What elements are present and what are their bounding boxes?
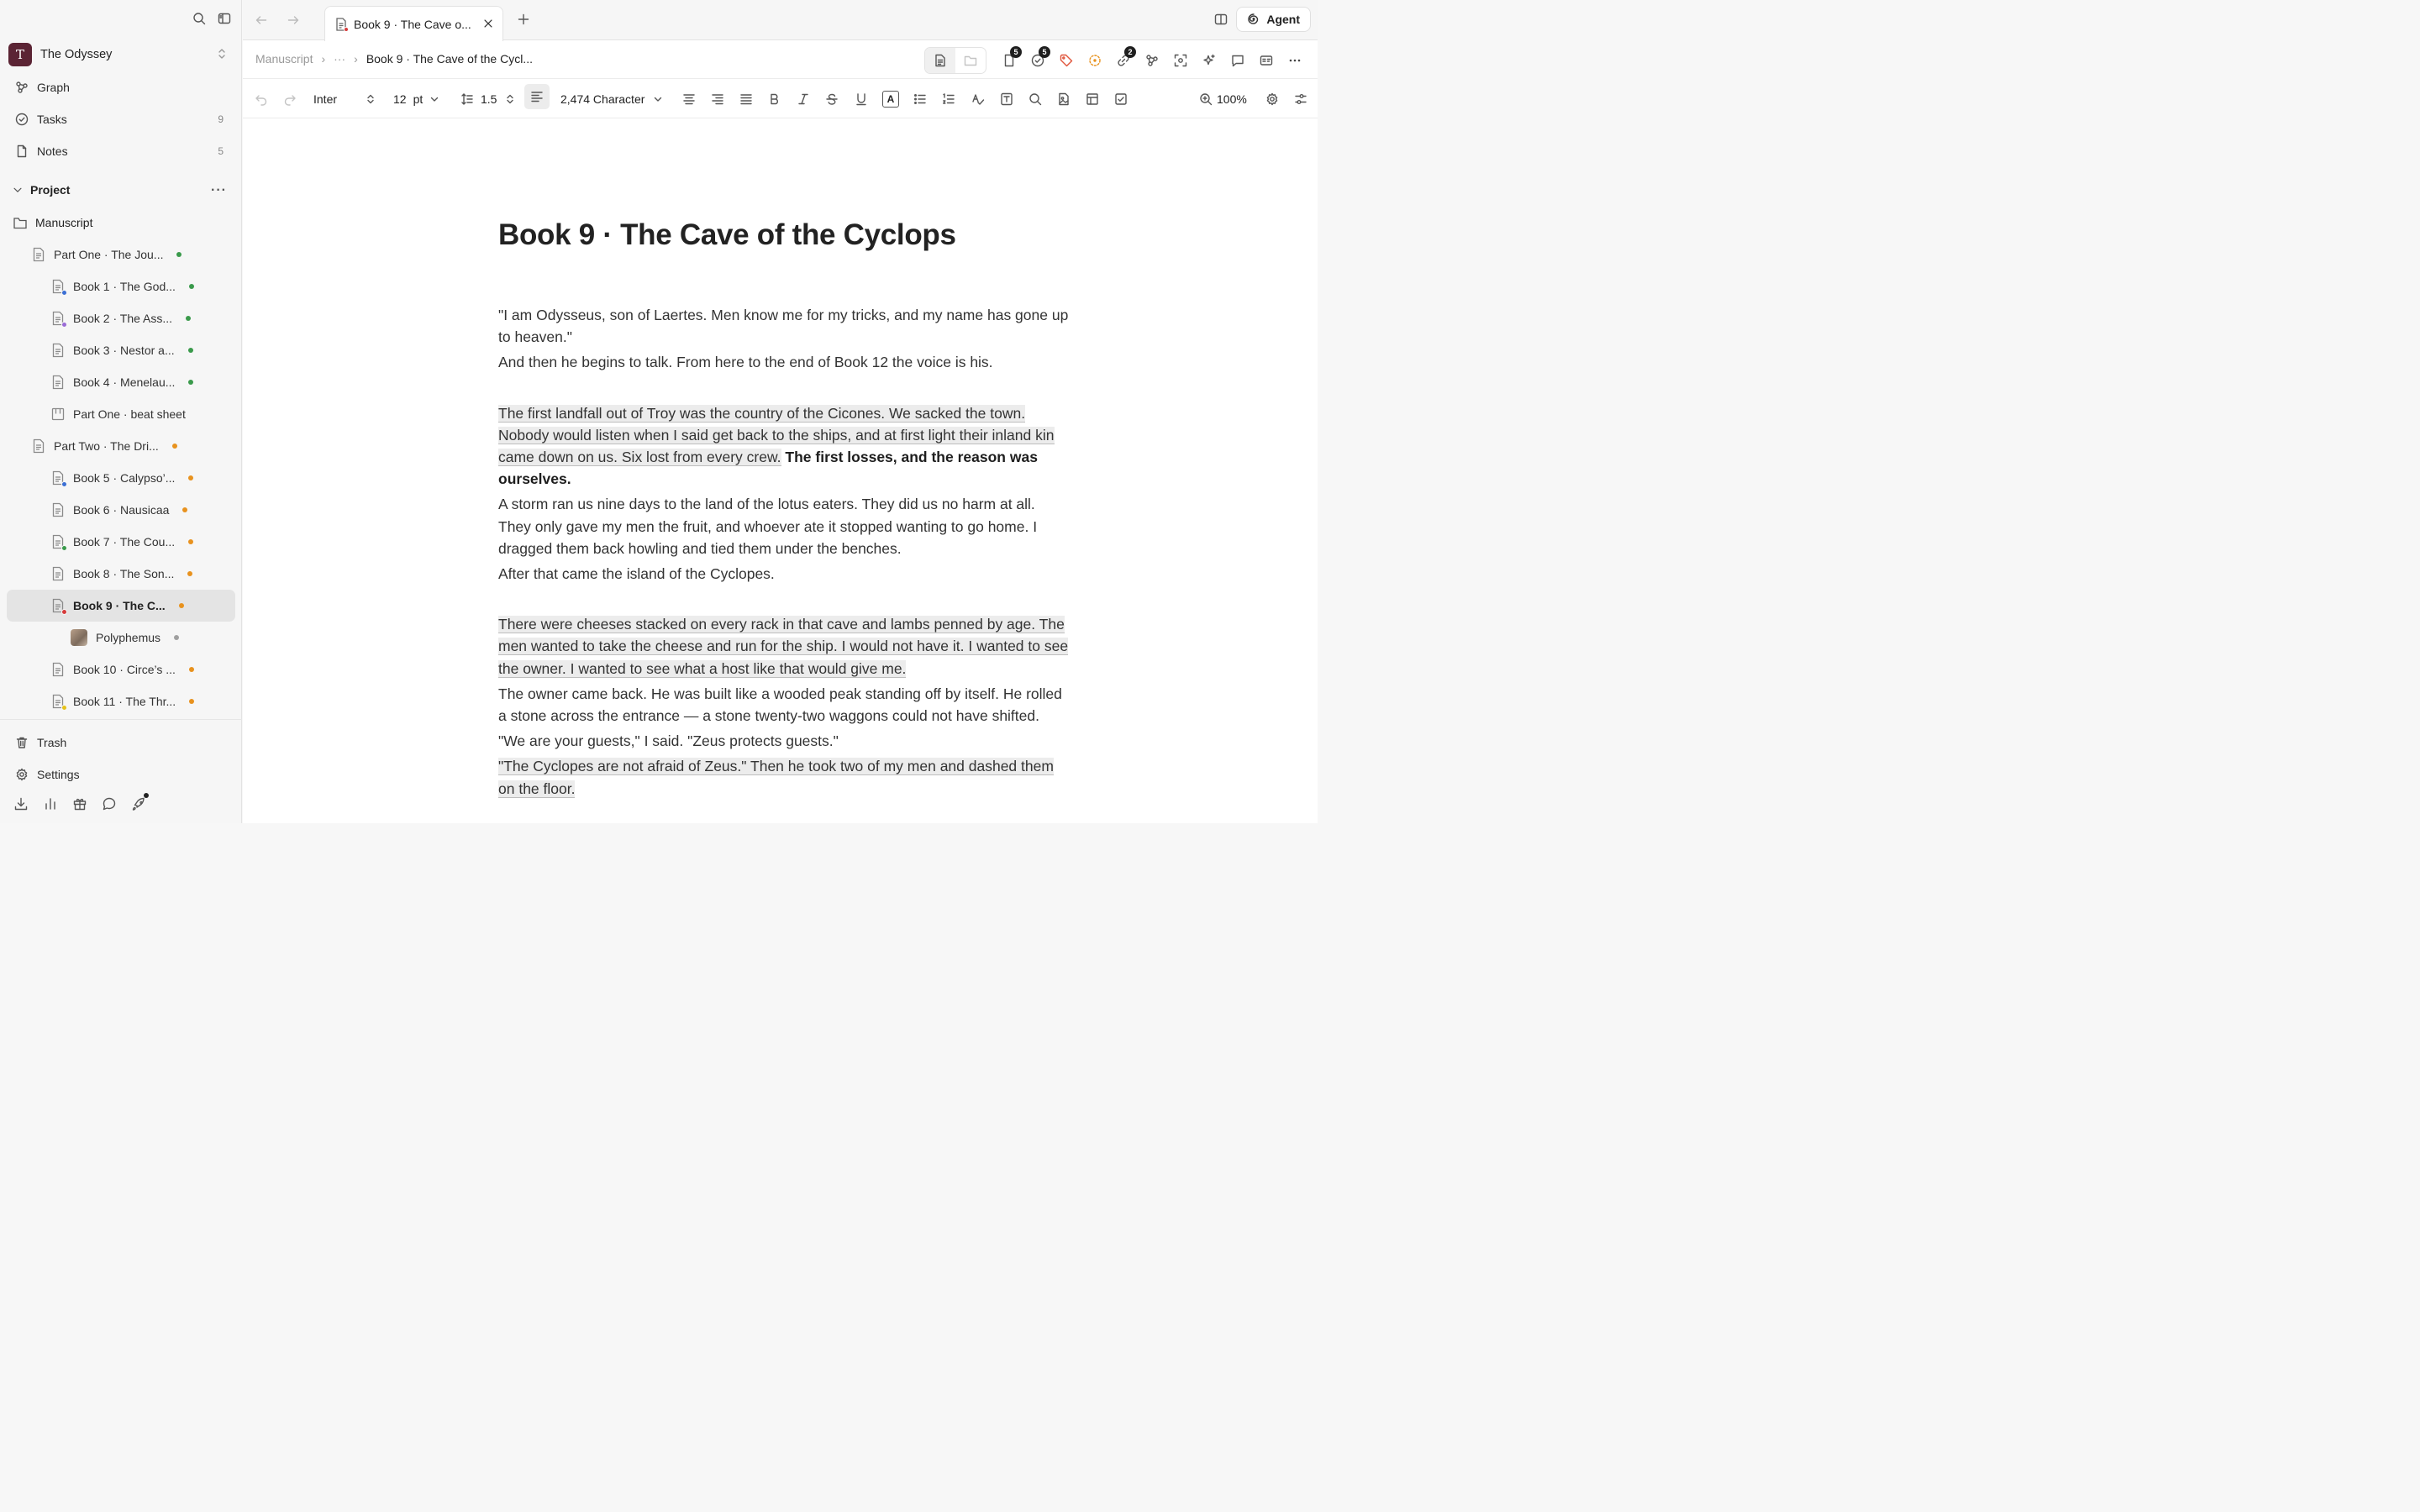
sidebar-item-label: Notes [37, 144, 68, 158]
chevron-right-icon: › [354, 52, 358, 66]
text-box-icon[interactable] [996, 88, 1018, 110]
sidebar-item-label: Trash [37, 736, 67, 749]
tab-bar [243, 0, 1318, 40]
forward-arrow-icon[interactable] [287, 13, 300, 27]
breadcrumb-ellipsis[interactable]: ··· [334, 52, 346, 66]
document-icon [51, 662, 65, 677]
tasks-count-badge: 5 [1039, 46, 1050, 58]
status-dot [187, 571, 192, 576]
more-options-icon[interactable]: ··· [211, 183, 227, 197]
sidebar [0, 0, 242, 823]
paragraph[interactable]: "We are your guests," I said. "Zeus protects guests." [498, 732, 839, 750]
sidebar-toolbar [13, 796, 146, 811]
sidebar-item-graph[interactable] [8, 75, 234, 100]
back-arrow-icon[interactable] [255, 13, 268, 27]
agent-label: Agent [1266, 13, 1300, 26]
editor-settings-icon[interactable] [1261, 88, 1283, 110]
tab-book-9[interactable] [324, 6, 503, 41]
redo-icon[interactable] [283, 88, 297, 110]
tree-item-label: Book 4 · Menelau... [73, 375, 176, 389]
status-dot [189, 284, 194, 289]
align-left-button[interactable] [524, 86, 550, 108]
document-icon [51, 502, 65, 517]
chevron-right-icon: › [321, 52, 326, 66]
tree-item-label: Book 5 · Calypso’... [73, 471, 176, 485]
sidebar-top-actions [192, 12, 231, 25]
more-icon[interactable] [1281, 48, 1309, 73]
tree-item-label: Book 9 · The C... [73, 599, 166, 612]
sidebar-item-label: Tasks [37, 113, 67, 126]
chevron-up-down-icon [505, 94, 515, 104]
zoom-in-icon [1199, 92, 1213, 106]
status-dot [188, 475, 193, 480]
tree-item[interactable] [7, 334, 235, 366]
notes-icon [8, 144, 37, 158]
document-icon [51, 694, 65, 709]
align-center-icon[interactable] [678, 88, 700, 110]
tree-item-label: Book 7 · The Cou... [73, 535, 176, 549]
tree-item[interactable] [7, 239, 235, 270]
highlighted-text[interactable]: There were cheeses stacked on every rack in that cave and lambs penned by age. The men wanted to take the cheese and run for the ship. I would not have it. I wanted to see the owner. I wanted to see what a host like that would give me. [498, 616, 1069, 677]
status-badge [344, 27, 349, 32]
search-icon[interactable] [192, 12, 206, 25]
find-icon[interactable] [1024, 88, 1046, 110]
document-icon [51, 566, 65, 581]
status-ring-icon[interactable] [1081, 48, 1109, 73]
font-size-value: 12 [393, 92, 407, 106]
project-name: The Odyssey [40, 48, 113, 61]
project-switcher[interactable] [8, 42, 234, 67]
bold-text[interactable]: The first losses, and the reason was ourselves. [498, 449, 1038, 488]
tree-item-label: Book 3 · Nestor a... [73, 344, 175, 357]
align-justify-icon[interactable] [735, 88, 757, 110]
graph-icon [8, 81, 37, 94]
line-height-select[interactable] [460, 88, 515, 110]
section-label: Project [30, 183, 71, 197]
status-dot [172, 444, 177, 449]
toggle-sidebar-icon[interactable] [218, 12, 231, 25]
highlighted-text[interactable]: "The Cyclopes are not afraid of Zeus." Then he took two of my men and dashed them on the floor. [498, 758, 1054, 797]
document-icon [32, 247, 45, 262]
tasks-count: 9 [218, 113, 224, 125]
character-avatar [71, 629, 87, 646]
sidebar-item-settings[interactable] [8, 762, 234, 787]
tasks-icon [8, 113, 37, 126]
editor-view-icon[interactable] [925, 48, 955, 73]
tree-item[interactable] [7, 526, 235, 558]
status-dot [189, 699, 194, 704]
character-count-label: 2,474 Character [560, 92, 645, 106]
status-dot [188, 380, 193, 385]
breadcrumb-current[interactable]: Book 9 · The Cave of the Cycl... [366, 52, 533, 66]
tree-item[interactable] [7, 622, 235, 654]
tree-item[interactable] [7, 685, 235, 717]
paragraph[interactable] [498, 755, 1070, 799]
paragraph[interactable]: A storm ran us nine days to the land of the lotus eaters. They did us no harm at all. They only gave my men the fruit, and whoever ate it stopped wanting to go home. I dragged them back howling and tied them under the benches. [498, 496, 1038, 557]
project-tree [7, 207, 235, 717]
tree-item-label: Polyphemus [96, 631, 161, 644]
agent-spiral-icon [1247, 13, 1260, 26]
download-icon[interactable] [13, 796, 29, 811]
tree-item[interactable] [7, 302, 235, 334]
zoom-value: 100% [1217, 92, 1247, 106]
main-area [243, 0, 1318, 823]
font-size-unit: pt [413, 92, 424, 106]
view-mode-toggle [924, 47, 986, 74]
tree-item-label: Part One · beat sheet [73, 407, 186, 421]
tree-item[interactable] [7, 462, 235, 494]
text-color-icon[interactable]: A [880, 88, 902, 110]
status-badge [61, 705, 67, 711]
status-dot [182, 507, 187, 512]
table-icon[interactable] [1081, 88, 1103, 110]
folder-view-icon[interactable] [955, 48, 986, 73]
tasks-check-icon[interactable] [1023, 48, 1052, 73]
ai-sparkle-icon[interactable] [1195, 48, 1223, 73]
status-badge [61, 322, 67, 328]
project-avatar: T [8, 43, 32, 66]
sidebar-item-notes[interactable] [8, 139, 234, 164]
tree-item[interactable] [7, 270, 235, 302]
trash-icon [8, 736, 37, 749]
folder-icon [13, 215, 27, 230]
spellcheck-icon[interactable] [967, 88, 989, 110]
format-toolbar [243, 80, 1318, 118]
checkbox-icon[interactable] [1110, 88, 1132, 110]
document-icon [335, 18, 347, 31]
settings-icon [8, 768, 37, 781]
sidebar-item-tasks[interactable] [8, 107, 234, 132]
document-icon [51, 279, 65, 294]
focus-icon[interactable] [1166, 48, 1195, 73]
zoom-control[interactable] [1199, 88, 1247, 110]
font-family-select[interactable] [313, 88, 376, 110]
tree-item[interactable] [7, 430, 235, 462]
chat-icon[interactable] [102, 796, 117, 811]
status-badge [61, 290, 67, 296]
status-badge [61, 545, 67, 551]
status-badge [61, 481, 67, 487]
document-icon [51, 534, 65, 549]
gift-icon[interactable] [72, 796, 87, 811]
rocket-icon[interactable] [131, 796, 146, 811]
status-dot [174, 635, 179, 640]
document-editor[interactable] [498, 215, 1070, 800]
view-tools [924, 47, 1309, 74]
history-nav [255, 13, 300, 27]
paragraph[interactable]: "I am Odysseus, son of Laertes. Men know me for my tricks, and my name has gone up to heaven." [498, 307, 1069, 346]
align-right-icon[interactable] [707, 88, 729, 110]
breadcrumb [255, 52, 533, 66]
status-dot [179, 603, 184, 608]
agent-button[interactable] [1236, 7, 1311, 32]
breadcrumb-root[interactable]: Manuscript [255, 52, 313, 66]
line-height-value: 1.5 [481, 92, 497, 106]
status-badge [61, 609, 67, 615]
tree-item[interactable] [7, 654, 235, 685]
graph-view-icon[interactable] [1138, 48, 1166, 73]
tree-item-label: Book 8 · The Son... [73, 567, 175, 580]
tree-item-label: Book 2 · The Ass... [73, 312, 173, 325]
tree-item[interactable] [7, 207, 235, 239]
font-family-value: Inter [313, 92, 338, 106]
comment-icon[interactable] [1223, 48, 1252, 73]
highlighted-text[interactable]: The first landfall out of Troy was the country of the Cicones. We sacked the town. Nobody would listen when I said get back to the ships, and at first light their inland kin came down on us. Six lost from every crew. [498, 404, 1055, 466]
tabbar-actions [1214, 7, 1311, 32]
document-title[interactable]: Book 9 · The Cave of the Cyclops [498, 218, 956, 251]
tag-icon[interactable] [1052, 48, 1081, 73]
character-count-select[interactable] [560, 88, 663, 110]
document-icon [32, 438, 45, 454]
chevron-up-down-icon [366, 94, 376, 104]
tab-label: Book 9 · The Cave o... [354, 17, 471, 31]
documents-icon[interactable] [995, 48, 1023, 73]
close-icon[interactable] [482, 18, 494, 29]
tree-item[interactable] [7, 398, 235, 430]
status-dot [188, 539, 193, 544]
chevron-down-icon [653, 94, 663, 104]
tree-item[interactable] [7, 494, 235, 526]
tree-item-label: Book 6 · Nausicaa [73, 503, 170, 517]
notification-dot [144, 793, 149, 798]
sliders-icon[interactable] [1290, 88, 1312, 110]
paragraph[interactable] [498, 613, 1070, 680]
strikethrough-icon[interactable] [821, 88, 843, 110]
tree-item-label: Book 11 · The Thr... [73, 695, 176, 708]
document-icon [51, 470, 65, 486]
chevron-down-icon [429, 94, 439, 104]
new-tab-plus-icon[interactable] [517, 13, 530, 26]
document-icon [51, 343, 65, 358]
stats-icon[interactable] [43, 796, 58, 811]
breadcrumb-bar [243, 40, 1318, 79]
tree-item[interactable] [7, 558, 235, 590]
tree-item[interactable] [7, 590, 235, 622]
image-icon[interactable] [1053, 88, 1075, 110]
tree-item[interactable] [7, 366, 235, 398]
paragraph[interactable]: And then he begins to talk. From here to the end of Book 12 the voice is his. [498, 354, 993, 371]
board-icon [51, 407, 65, 422]
document-icon [51, 598, 65, 613]
paragraph[interactable] [498, 402, 1070, 491]
bold-icon[interactable] [764, 88, 786, 110]
tree-item-label: Manuscript [35, 216, 93, 229]
sidebar-item-label: Graph [37, 81, 70, 94]
status-dot [176, 252, 182, 257]
notes-count: 5 [218, 145, 224, 157]
tree-item-label: Book 1 · The God... [73, 280, 176, 293]
chevron-down-icon [12, 184, 24, 196]
document-icon [51, 375, 65, 390]
numbered-list-icon[interactable] [938, 88, 960, 110]
status-dot [188, 348, 193, 353]
line-height-icon [460, 92, 474, 106]
status-dot [186, 316, 191, 321]
bullet-list-icon[interactable] [909, 88, 931, 110]
split-view-icon[interactable] [1214, 13, 1228, 26]
tree-item-label: Part One · The Jou... [54, 248, 164, 261]
links-count-badge: 2 [1124, 46, 1136, 58]
underline-icon[interactable] [850, 88, 872, 110]
status-dot [189, 667, 194, 672]
sidebar-item-trash[interactable] [8, 730, 234, 755]
paragraph[interactable]: After that came the island of the Cyclopes. [498, 565, 775, 583]
paragraph[interactable]: The owner came back. He was built like a wooded peak standing off by itself. He rolled a stone across the entrance — a stone twenty-two waggons could not have shifted. [498, 685, 1062, 725]
link-icon[interactable] [1109, 48, 1138, 73]
font-size-select[interactable] [393, 88, 439, 110]
tree-item-label: Part Two · The Dri... [54, 439, 159, 453]
tree-item-label: Book 10 · Circe’s ... [73, 663, 176, 676]
documents-count-badge: 5 [1010, 46, 1022, 58]
chevron-up-down-icon [215, 47, 229, 60]
section-project[interactable] [8, 178, 234, 202]
italic-icon[interactable] [792, 88, 814, 110]
undo-icon[interactable] [255, 88, 268, 110]
document-icon [51, 311, 65, 326]
id-card-icon[interactable] [1252, 48, 1281, 73]
sidebar-item-label: Settings [37, 768, 80, 781]
